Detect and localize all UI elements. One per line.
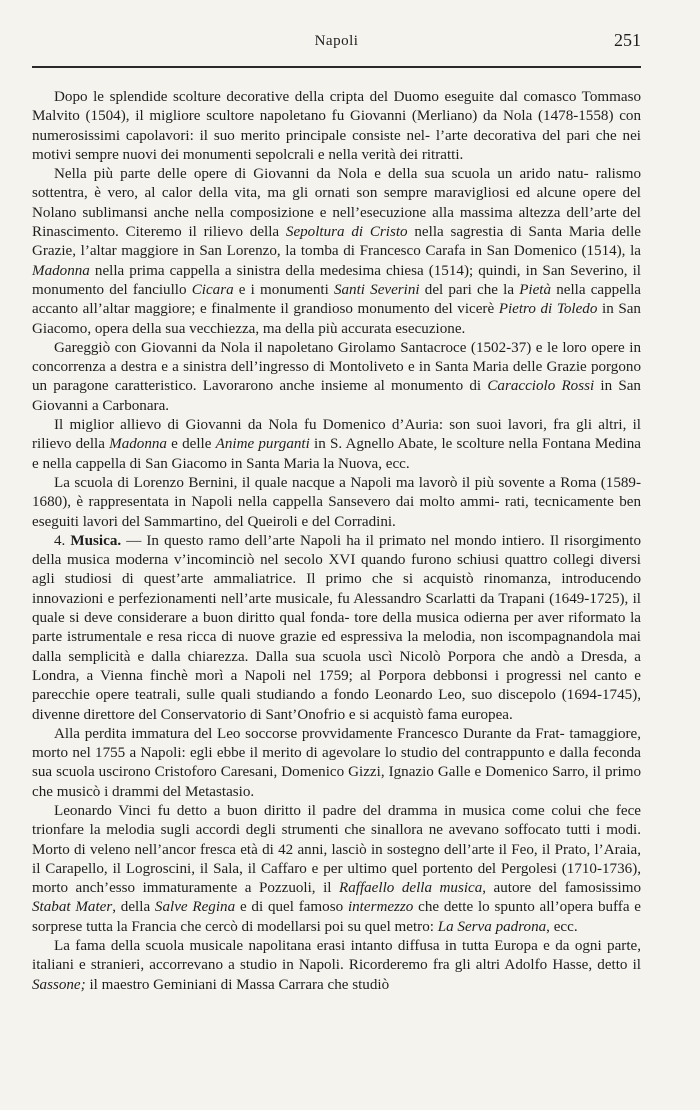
- text-segment: Il miglior allievo di Giovanni da Nola fu Domenico d’Auria: son suoi lavori, fra gli altri, il rilievo della: [32, 417, 641, 453]
- text-segment: che dette lo spunto all’opera buffa e sorprese tutta la Francia che cercò di modellarsi poi su quel metro:: [32, 899, 641, 935]
- text-segment: il maestro Geminiani di Massa Carrara che studiò: [85, 976, 390, 993]
- text-segment: nella cappella accanto all’altar maggiore; e finalmente il grandioso monumento del vicerè: [32, 281, 641, 318]
- italic-text: Stabat Mater: [32, 899, 113, 916]
- paragraph-p7: [32, 725, 641, 802]
- text-segment: Nella più parte delle opere di Giovanni da Nola e della sua scuola un arido natu- ralismo sottentra, è vero, al calor della vita, ma gli ornati son sempre maravigliosi ed alcune opere del Nolano sublimansi anche nella composizione e nell’esecuzione alla massima altezza dell’arte del Rinascimento. Citeremo il rilievo della: [32, 166, 641, 241]
- italic-text: Madonna: [32, 262, 90, 279]
- section-title: Musica.: [70, 532, 122, 549]
- italic-text: Santi Severini: [333, 281, 420, 298]
- italic-text: La Serva padrona: [437, 918, 547, 935]
- italic-text: Pietro di Toledo: [498, 301, 598, 318]
- paragraph-p3: [32, 339, 641, 416]
- text-segment: Leonardo Vinci fu detto a buon diritto il padre del dramma in musica come colui che fece trionfare la melodia sugli accordi degli strumenti che sinallora ne avevano soffocato tutti i modi. Morto di veleno nell’ancor fresca età di 42 anni, lasciò in sostegno dell’arte il Feo, il Prato, l’Araia, il Carapello, il Logroscini, il Sala, il Caffaro e per ultimo quel portento del Pergolesi (1710-1736), morto anch’esso immaturamente a Pozzuoli, il: [32, 802, 641, 897]
- italic-text: Madonna: [109, 436, 167, 453]
- text-segment: La fama della scuola musicale napolitana erasi intanto diffusa in tutta Europa e da ogni parte, italiani e stranieri, accorrevano a studio in Napoli. Ricorderemo fra gli altri Adolfo Hasse, detto il: [32, 938, 641, 974]
- italic-text: Cicara: [191, 281, 234, 298]
- text-segment: 4.: [54, 532, 71, 549]
- text-segment: e i monumenti: [233, 281, 334, 298]
- text-segment: — In questo ramo dell’arte Napoli ha il primato nel mondo intiero. Il risorgimento della musica moderna v’incominciò nel secolo XVI quando furono schiusi quattro collegi diversi agli studiosi di quest’arte ammaliatrice. Il primo che si acquistò rinomanza, introducendo innovazioni e perfezionamenti nell’arte musicale, fu Alessandro Scarlatti da Trapani (1649-1725), il quale si deve considerare a buon diritto qual fonda- tore della musica odierna per aver riformato la parte istrumentale e resa ricca di nuove grazie ed espressiva la melodia, non iscompagnandola mai dalla semplicità e dalla chiarezza. Dalla sua scuola uscì Nicolò Porpora che andò a Dresda, a Londra, a Vienna finchè morì a Napoli nel 1759; al Porpora debbonsi i progressi nel canto e parecchie opere teatrali, sulle quali studiando a fondo Leonardo Leo, suo discepolo (1694-1745), divenne direttore del Conservatorio di Sant’Onofrio e si acquistò fama europea.: [32, 532, 641, 723]
- paragraph-p6: [32, 532, 641, 725]
- page-header: [32, 0, 641, 68]
- text-segment: , ecc.: [546, 918, 578, 935]
- text-segment: , autore del famosissimo: [482, 880, 642, 897]
- paragraph-p1: [32, 88, 641, 165]
- italic-text: Caracciolo Rossi: [487, 378, 595, 395]
- text-segment: e di quel famoso: [235, 899, 348, 916]
- body-text: [32, 88, 641, 995]
- italic-text: Raffaello della musica: [338, 880, 483, 897]
- text-segment: La scuola di Lorenzo Bernini, il quale nacque a Napoli ma lavorò il più sovente a Roma (1589-1680), è rappresentata in Napoli nella cappella Sansevero dai molto ammi- rati, tecnicamente ben eseguiti lavori del Sammartino, del Queiroli e del Corradini.: [32, 474, 641, 530]
- paragraph-p8: [32, 802, 641, 937]
- text-segment: in San Giacomo, opera della sua vecchiezza, ma della più accurata esecuzione.: [32, 301, 641, 337]
- italic-text: Sepoltura di Cristo: [285, 224, 408, 241]
- text-segment: Alla perdita immatura del Leo soccorse provvidamente Francesco Durante da Frat- tamaggiore, morto nel 1755 a Napoli: egli ebbe il merito di agevolare lo studio del contrappunto e dalla feconda sua scuola uscirono Cristoforo Caresani, Domenico Gizzi, Ignazio Galle e Domenico Sarro, il primo che musicò i drammi del Metastasio.: [32, 725, 641, 800]
- paragraph-p4: [32, 416, 641, 474]
- italic-text: Sassone;: [32, 976, 86, 993]
- paragraph-p2: [32, 165, 641, 339]
- text-segment: Dopo le splendide scolture decorative della cripta del Duomo eseguite dal comasco Tommaso Malvito (1504), il migliore scultore napoletano fu Giovanni (Merliano) da Nola (1478-1558) con numerosissimi capolavori: il suo merito principale consiste nel- l’arte decorativa del pari che nei motivi sempre nuovi dei monumenti sepolcrali e nella verità dei ritratti.: [32, 89, 641, 163]
- text-segment: del pari che la: [419, 281, 520, 298]
- text-segment: e delle: [166, 436, 216, 453]
- text-segment: , della: [112, 899, 155, 916]
- text-segment: in S. Agnello Abate, le scolture nella Fontana Medina e nella cappella di San Giacomo in Santa Maria la Nuova, ecc.: [32, 436, 641, 472]
- text-segment: nella sagrestia di Santa Maria delle Grazie, l’altar maggiore in San Lorenzo, la tomba di Francesco Carafa in San Domenico (1514), la: [32, 224, 641, 260]
- italic-text: Pietà: [519, 281, 552, 298]
- running-head: Napoli: [314, 33, 359, 49]
- text-segment: in San Giovanni a Carbonara.: [32, 378, 641, 414]
- italic-text: Salve Regina: [154, 899, 236, 916]
- paragraph-p9: [32, 937, 641, 995]
- page-number: 251: [614, 30, 641, 50]
- text-segment: Gareggiò con Giovanni da Nola il napoletano Girolamo Santacroce (1502-37) e le loro opere in concorrenza a destra e a sinistra dell’ingresso di Montoliveto e in Santa Maria delle Grazie porgono un paragone caratteristico. Lavorarono anche insieme al monumento di: [32, 339, 641, 395]
- text-segment: nella prima cappella a sinistra della medesima chiesa (1514); quindi, in San Severino, il monumento del fanciullo: [32, 262, 641, 298]
- italic-text: Anime purganti: [215, 436, 310, 453]
- paragraph-p5: [32, 474, 641, 532]
- italic-text: intermezzo: [347, 899, 414, 916]
